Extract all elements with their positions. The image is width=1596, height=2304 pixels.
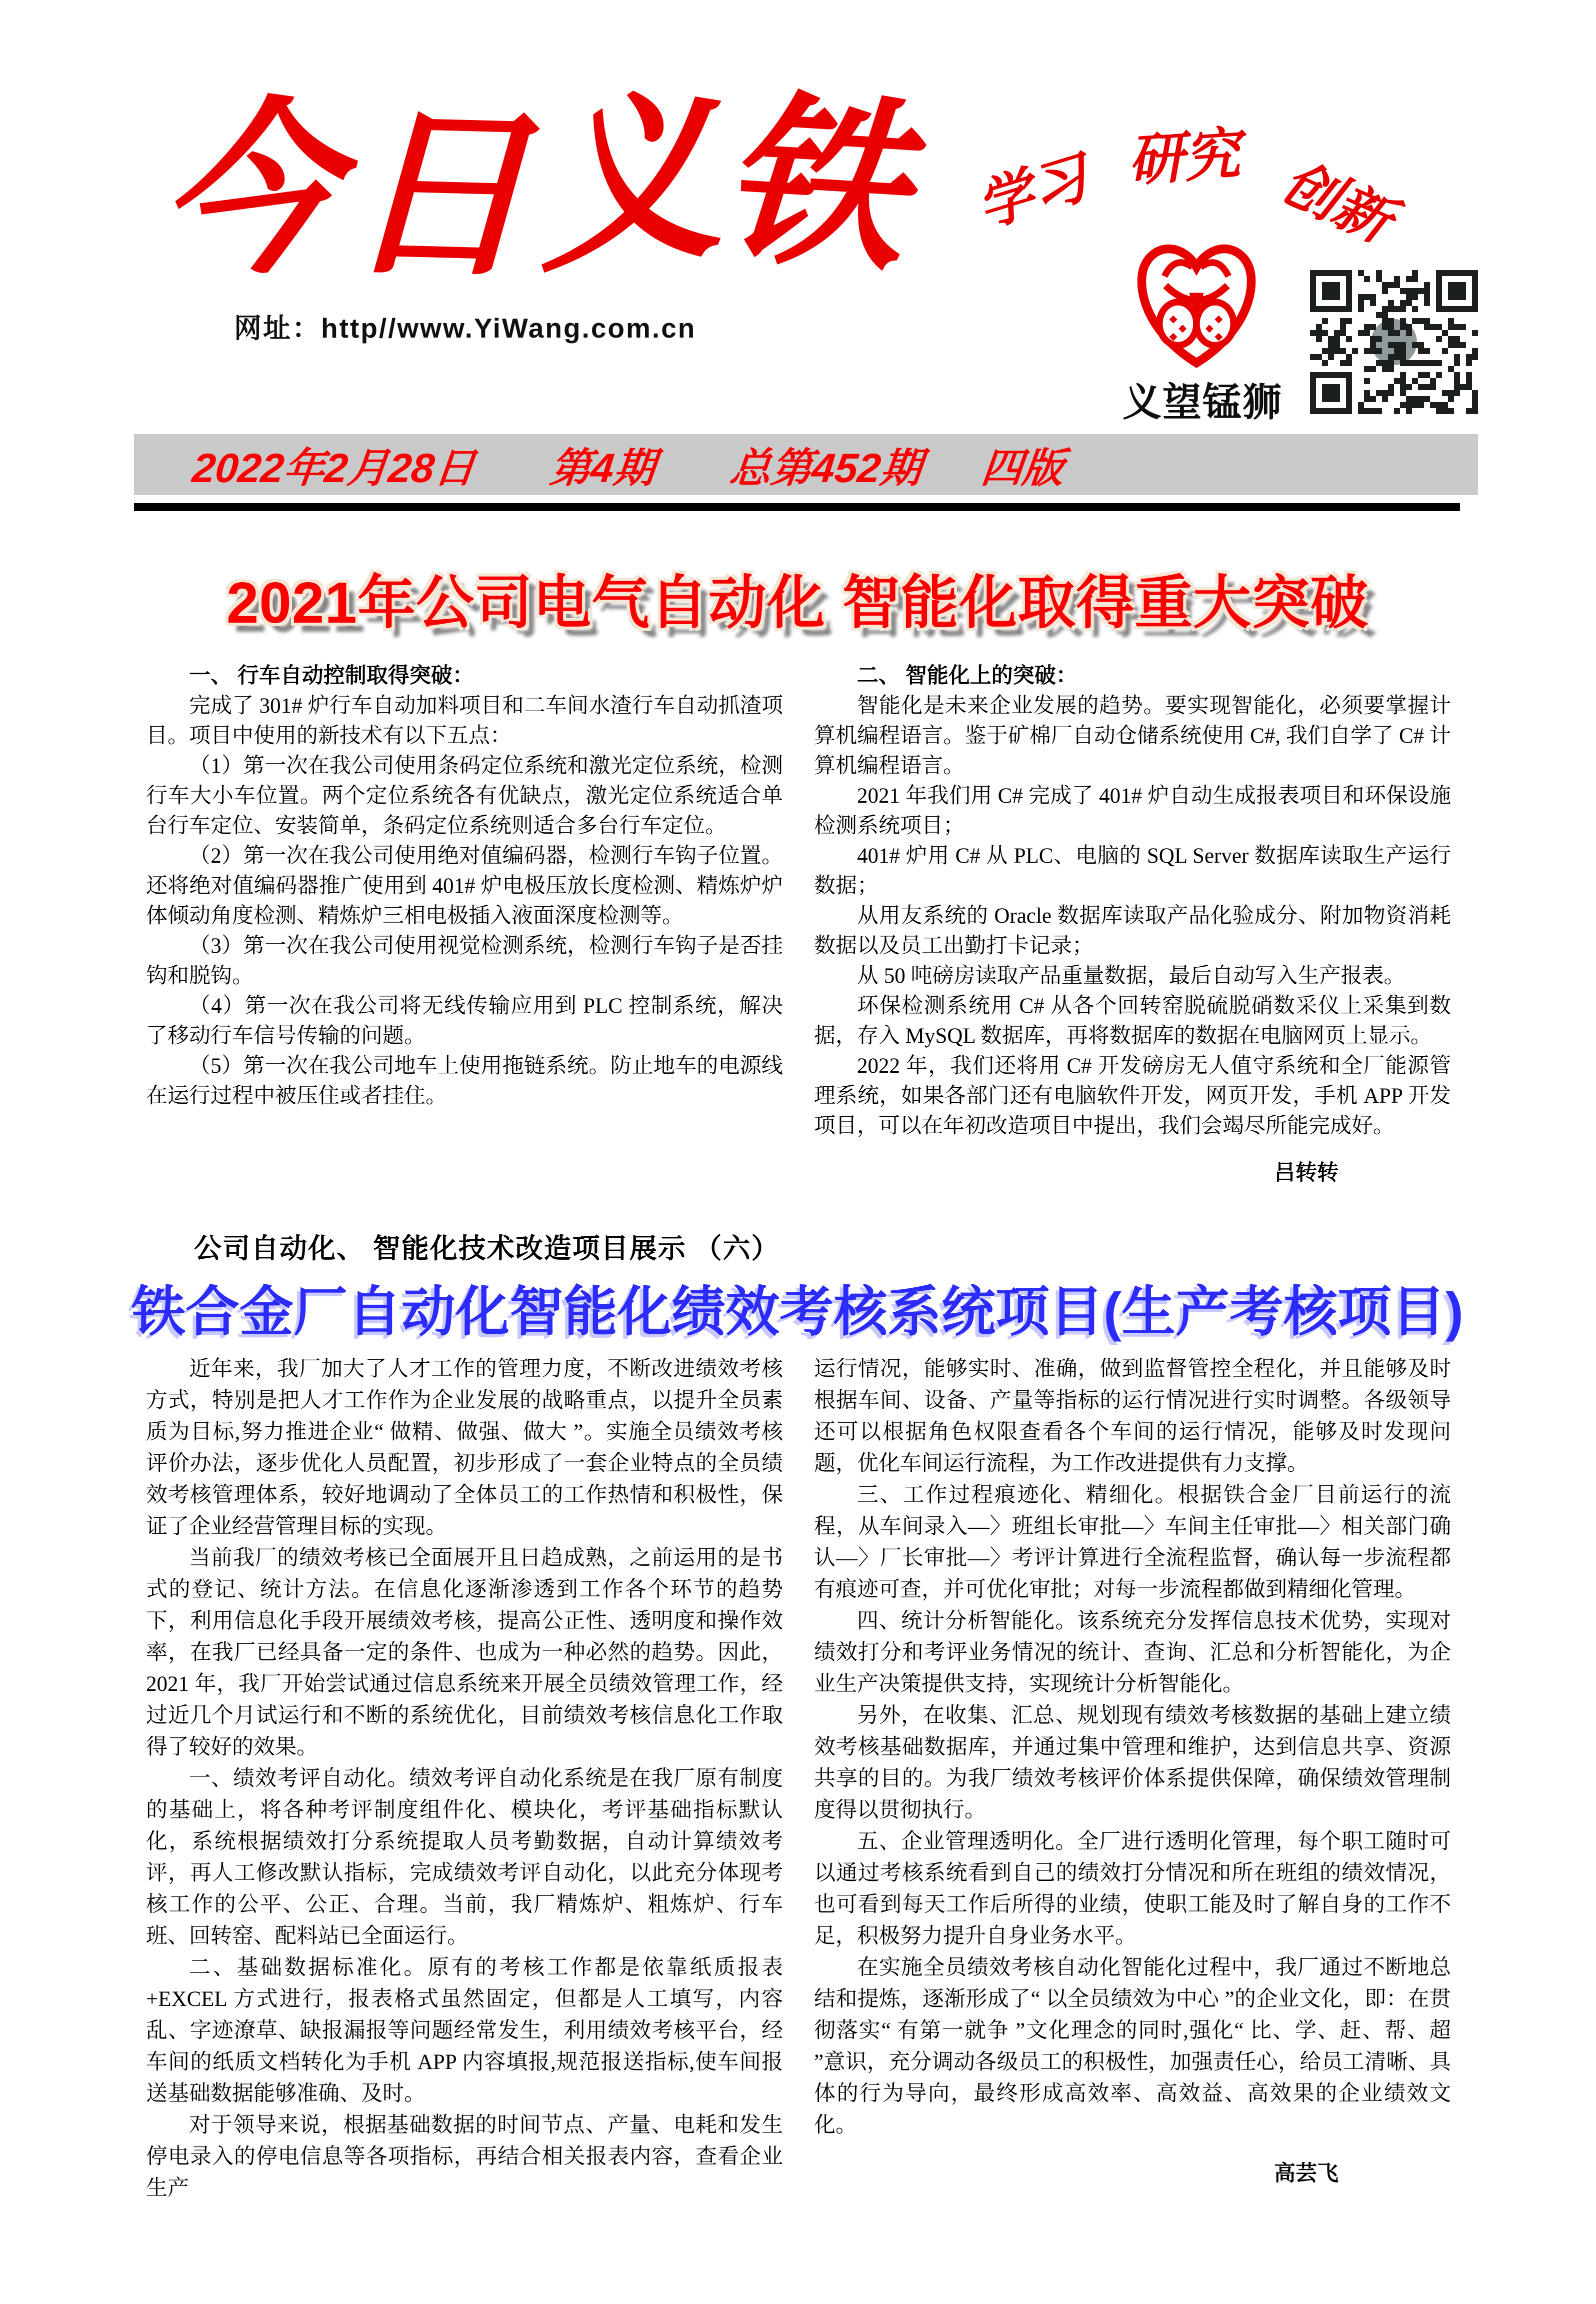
newspaper-title: 今日义铁 [144, 65, 916, 311]
article2-right-column [814, 1353, 1451, 2204]
paragraph: （1）第一次在我公司使用条码定位系统和激光定位系统，检测行车大小车位置。两个定位系统各有优缺点，激光定位系统适合单台行车定位、安装简单，条码定位系统则适合多台行车定位。 [146, 754, 783, 838]
continuation-paragraph: 运行情况，能够实时、准确，做到监督管控全程化，并且能够及时根据车间、设备、产量等指标的运行情况进行实时调整。各级领导还可以根据角色权限查看各个车间的运行情况，能够及时发现问题，优化车间运行流程，为工作改进提供有力支撑。 [814, 1357, 1451, 1475]
qr-finder-icon [1310, 270, 1352, 312]
total-issue-number: 总第452期 [728, 445, 924, 491]
paragraph: 2022 年，我们还将用 C# 开发磅房无人值守系统和全厂能源管理系统，如果各部门还有电脑软件开发，网页开发，手机 APP 开发项目，可以在年初改造项目中提出，我们会竭尽所能完成好。 [814, 1054, 1451, 1138]
website-url: 网址：http//www.YiWang.com.cn [234, 313, 696, 344]
article1-right-column [814, 661, 1451, 1188]
paragraph: 近年来，我厂加大了人才工作的管理力度，不断改进绩效考核方式，特别是把人才工作作为企业发展的战略重点，以提升全员素质为目标,努力推进企业“ 做精、做强、做大 ”。实施全员绩效考核评价办法，逐步优化人员配置，初步形成了一套企业特点的全员绩效考核管理体系，较好地调动了全体员工的工作热情和积极性，保证了企业经营管理目标的实现。 [146, 1357, 783, 1538]
paragraph: 另外，在收集、汇总、规划现有绩效考核数据的基础上建立绩效考核基础数据库，并通过集中管理和维护，达到信息共享、资源共享的目的。为我厂绩效考核评价体系提供保障，确保绩效管理制度得以贯彻执行。 [814, 1704, 1451, 1822]
paragraph: 在实施全员绩效考核自动化智能化过程中，我厂通过不断地总结和提炼，逐渐形成了“ 以全员绩效为中心 ”的企业文化，即：在贯彻落实“ 有第一就争 ”文化理念的同时,强化“ 比、学、赶、帮、超 ”意识，充分调动各级员工的积极性，加强责任心，给员工清晰、具体的行为导向，最终形成高效率、高效益、高效果的企业绩效文化。 [814, 1956, 1451, 2137]
paragraph: 从 50 吨磅房读取产品重量数据，最后自动写入生产报表。 [857, 964, 1406, 988]
paragraph: 当前我厂的绩效考核已全面展开且日趋成熟，之前运用的是书式的登记、统计方法。在信息化逐渐渗透到工作各个环节的趋势下，利用信息化手段开展绩效考核，提高公正性、透明度和操作效率，在我厂已经具备一定的条件、也成为一种必然的趋势。因此，2021 年，我厂开始尝试通过信息系统来开展全员绩效管理工作，经过近几个月试运行和不断的系统优化，目前绩效考核信息化工作取得了较好的效果。 [146, 1546, 783, 1759]
paragraph-list [814, 1479, 1451, 2141]
paragraph: 一、绩效考评自动化。绩效考评自动化系统是在我厂原有制度的基础上，将各种考评制度组件化、模块化，考评基础指标默认化，系统根据绩效打分系统提取人员考勤数据，自动计算绩效考评，再人工修改默认指标，完成绩效考评自动化，以此充分体现考核工作的公平、公正、合理。当前，我厂精炼炉、粗炼炉、行车班、回转窑、配料站已全面运行。 [146, 1767, 783, 1948]
paragraph: （2）第一次在我公司使用绝对值编码器，检测行车钩子位置。还将绝对值编码器推广使用到 401# 炉电极压放长度检测、精炼炉炉体倾动角度检测、精炼炉三相电极插入液面深度检测等。 [146, 844, 783, 928]
paragraph: 二、基础数据标准化。原有的考核工作都是依靠纸质报表 +EXCEL 方式进行，报表格式虽然固定，但都是人工填写，内容乱、字迹潦草、缺报漏报等问题经常发生，利用绩效考核平台，经车间的纸质文档转化为手机 APP 内容填报,规范报送指标,使车间报送基础数据能够准确、及时。 [146, 1956, 783, 2105]
slogan-study: 学习 [969, 144, 1096, 240]
article1-body [146, 661, 1451, 1188]
slogan-innovate: 创新 [1272, 149, 1402, 255]
paragraph: 对于领导来说，根据基础数据的时间节点、产量、电耗和发生停电录入的停电信息等各项指标，再结合相关报表内容，查看企业生产 [146, 2113, 783, 2200]
paragraph: 三、工作过程痕迹化、精细化。根据铁合金厂目前运行的流程，从车间录入—〉班组长审批—〉车间主任审批—〉相关部门确认—〉厂长审批—〉考评计算进行全流程监督，确认每一步流程都有痕迹可查，并可优化审批；对每一步流程都做到精细化管理。 [814, 1483, 1451, 1601]
author-signature: 吕转转 [1274, 1161, 1338, 1185]
section-label: 公司自动化、 智能化技术改造项目展示 （六） [194, 1233, 780, 1264]
logo-caption: 义望锰狮 [1122, 380, 1282, 424]
paragraph: 四、统计分析智能化。该系统充分发挥信息技术优势，实现对绩效打分和考评业务情况的统计、查询、汇总和分析智能化，为企业生产决策提供支持，实现统计分析智能化。 [814, 1609, 1451, 1696]
paragraph: 五、企业管理透明化。全厂进行透明化管理，每个职工随时可以通过考核系统看到自己的绩效打分情况和所在班组的绩效情况，也可看到每天工作后所得的业绩，使职工能及时了解自身的工作不足，积极努力提升自身业务水平。 [814, 1830, 1451, 1948]
qr-finder-icon [1436, 270, 1478, 312]
paragraph: （4）第一次在我公司将无线传输应用到 PLC 控制系统，解决了移动行车信号传输的问题。 [146, 994, 783, 1048]
divider-rule [134, 503, 1460, 511]
issue-number: 第4期 [548, 445, 658, 491]
paragraph: 从用友系统的 Oracle 数据库读取产品化验成分、附加物资消耗数据以及员工出勤打卡记录； [814, 904, 1451, 958]
paragraph-list [814, 691, 1451, 1141]
paragraph: （3）第一次在我公司使用视觉检测系统，检测行车钩子是否挂钩和脱钩。 [146, 934, 783, 988]
paragraph: 401# 炉用 C# 从 PLC、电脑的 SQL Server 数据库读取生产运行数据； [814, 844, 1451, 898]
column-heading: 一、 行车自动控制取得突破： [189, 664, 474, 688]
paragraph: 智能化是未来企业发展的趋势。要实现智能化，必须要掌握计算机编程语言。鉴于矿棉厂自动仓储系统使用 C#, 我们自学了 C# 计算机编程语言。 [814, 694, 1451, 778]
article1-headline: 2021年公司电气自动化 智能化取得重大突破 [226, 570, 1369, 635]
paragraph: 2021 年我们用 C# 完成了 401# 炉自动生成报表项目和环保设施检测系统项目； [814, 784, 1451, 838]
qr-finder-icon [1310, 372, 1352, 414]
paragraph: （5）第一次在我公司地车上使用拖链系统。防止地车的电源线在运行过程中被压住或者挂住。 [146, 1054, 783, 1108]
paragraph: 环保检测系统用 C# 从各个回转窑脱硫脱硝数采仪上采集到数据，存入 MySQL 数据库，再将数据库的数据在电脑网页上显示。 [814, 994, 1451, 1048]
page-number: 四版 [979, 445, 1066, 491]
article2-body [146, 1353, 1451, 2204]
article2-headline: 铁合金厂自动化智能化绩效考核系统项目(生产考核项目) [132, 1281, 1464, 1342]
paragraph-list [146, 1353, 783, 2204]
qr-code [1310, 270, 1478, 414]
dateline-bar [134, 434, 1478, 495]
author-signature: 高芸飞 [1274, 2162, 1338, 2185]
publication-date: 2022年2月28日 [190, 445, 478, 491]
article1-left-column [146, 661, 783, 1188]
paragraph: 完成了 301# 炉行车自动加料项目和二车间水渣行车自动抓渣项目。项目中使用的新技术有以下五点： [146, 694, 783, 748]
column-heading: 二、 智能化上的突破： [857, 664, 1078, 688]
paragraph-list [146, 691, 783, 1111]
lion-heart-logo-icon [1134, 235, 1259, 372]
slogan-research: 研究 [1126, 121, 1242, 194]
article2-left-column [146, 1353, 783, 2204]
